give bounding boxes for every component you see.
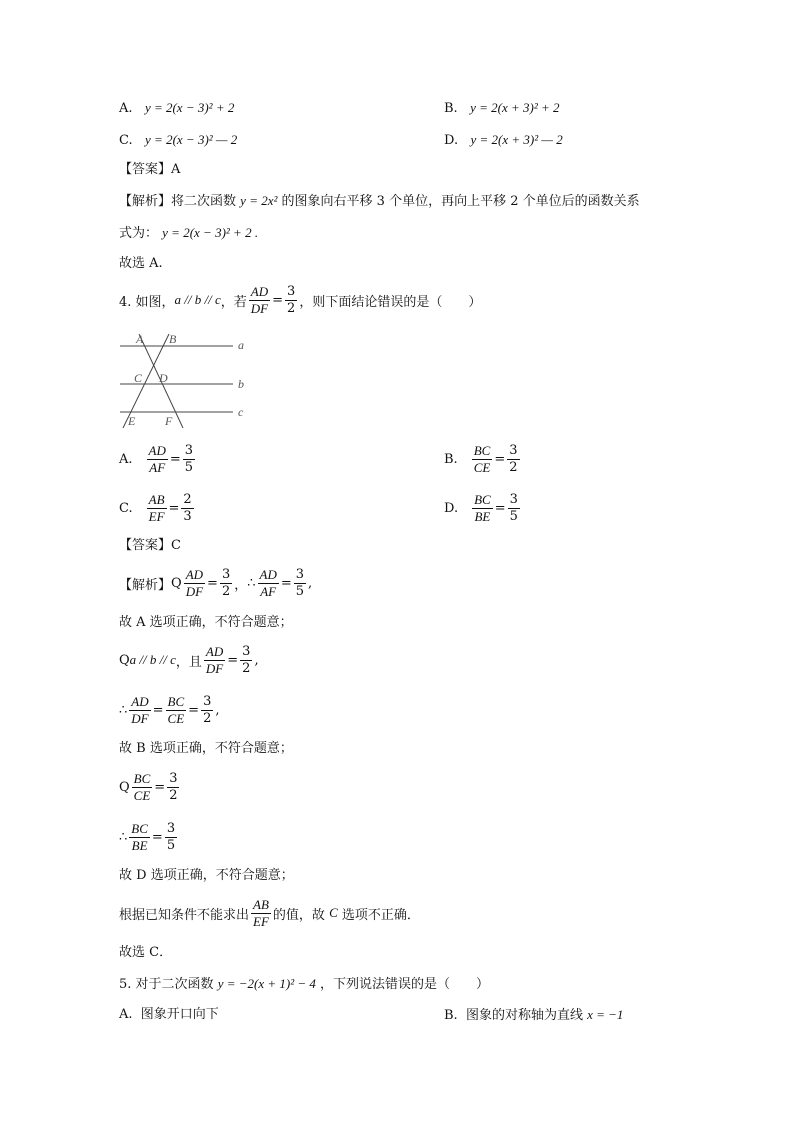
label-A: A [136,332,144,346]
q4-analysis-line5: ∴ $\frac{BC}{BE}$ = $\frac{3}{5}$ [119,820,176,853]
fraction-ad-df: $\frac{AD}{DF}$ [250,283,269,316]
q3-option-a-expr: y = 2(x − 3)² + 2 [144,100,235,115]
label-B: B [169,332,177,346]
q3-option-d-expr: y = 2(x + 3)² — 2 [470,132,563,147]
q3-conclusion: 故选 A. [119,256,163,271]
q4-analysis-line2: Q a // b // c ，且 $\frac{AD}{DF}$ = $\frac{3}{2}$ , [119,643,259,676]
label-line-a: a [238,338,244,352]
q5-stem: 5. 对于二次函数 y = −2(x + 1)² − 4 ，下列说法错误的是（ ） [119,976,490,992]
q4-option-c: C. $\frac{AB}{EF}$ = $\frac{2}{3}$ [119,491,192,524]
q4-analysis-b-correct: 故 B 选项正确，不符合题意； [119,741,293,756]
parallel-lines-figure [117,330,257,430]
q4-analysis-line1: 【解析】 Q $\frac{AD}{DF}$ = $\frac{3}{2}$ ， ∴ $\frac{AD}{AF}$ = $\frac{3}{5}$ , [119,566,313,599]
label-D: D [159,371,168,385]
q4-answer: 【答案】C [119,538,181,553]
q4-option-b: B. $\frac{BC}{CE}$ = $\frac{3}{2}$ [444,442,518,475]
q4-stem: 4. 如图， a // b // c ，若 $\frac{AD}{DF}$ = $\frac{3}{2}$ ，则下面结论错误的是（ ） [119,283,482,316]
q3-analysis-line1: 【解析】将二次函数 y = 2x² 的图象向右平移 3 个单位，再向上平移 2 个单位后的函数关系 [119,193,640,209]
q5-option-a: A. 图象开口向下 [119,1007,219,1022]
q3-answer: 【答案】A [119,162,181,177]
q3-option-c: C. y = 2(x − 3)² — 2 [119,132,238,148]
q4-analysis-line6: 根据已知条件不能求出 $\frac{AB}{EF}$ 的值，故 C 选项不正确． [119,896,420,929]
q3-option-b-expr: y = 2(x + 3)² + 2 [470,100,560,115]
q3-option-c-expr: y = 2(x − 3)² — 2 [145,132,238,147]
q3-option-b: B. y = 2(x + 3)² + 2 [444,100,560,116]
label-line-c: c [238,405,244,419]
label-C: C [134,371,143,385]
q3-analysis-line2: 式为： y = 2(x − 3)² + 2 . [119,225,259,241]
q4-analysis-line3: ∴ $\frac{AD}{DF}$ = $\frac{BC}{CE}$ = $\frac{3}{2}$ , [119,693,220,726]
label-E: E [128,414,136,428]
q4-analysis-line4: Q $\frac{BC}{CE}$ = $\frac{3}{2}$ [119,770,178,803]
label-F: F [165,414,173,428]
q4-option-a: A. $\frac{AD}{AF}$ = $\frac{3}{5}$ [119,442,194,475]
q3-option-a: A. y = 2(x − 3)² + 2 [119,100,235,116]
q4-option-d: D. $\frac{BC}{BE}$ = $\frac{3}{5}$ [444,491,518,524]
q4-analysis-d-correct: 故 D 选项正确，不符合题意； [119,868,294,883]
q4-analysis-a-correct: 故 A 选项正确，不符合题意； [119,615,293,630]
fraction-3-2: $\frac{3}{2}$ [287,283,296,316]
q5-option-b: B. 图象的对称轴为直线 x = −1 [444,1007,624,1023]
label-line-b: b [238,377,244,391]
q3-option-d: D. y = 2(x + 3)² — 2 [444,132,563,148]
q4-conclusion: 故选 C． [119,945,173,960]
